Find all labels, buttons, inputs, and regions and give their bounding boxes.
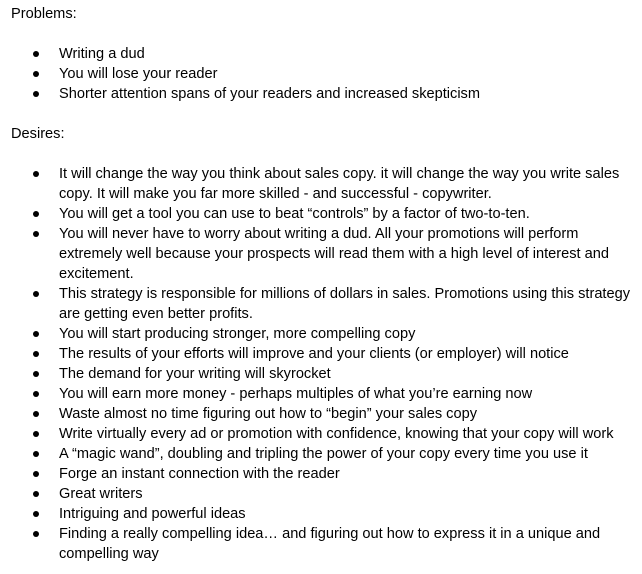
- bullet-icon: [33, 491, 39, 497]
- bullet-icon: [33, 291, 39, 297]
- bullet-icon: [33, 351, 39, 357]
- list-item-text: You will get a tool you can use to beat “controls” by a factor of two-to-ten.: [59, 206, 530, 222]
- bullet-icon: [33, 71, 39, 77]
- list-item: [0, 464, 642, 484]
- list-item-text: It will change the way you think about sales copy. it will change the way you write sales copy. It will make you far more skilled - and successful - copywriter.: [59, 166, 620, 202]
- bullet-icon: [33, 431, 39, 437]
- list-item-text: A “magic wand”, doubling and tripling the power of your copy every time you use it: [59, 446, 588, 462]
- problems-heading: Problems:: [11, 6, 77, 22]
- bullet-icon: [33, 511, 39, 517]
- list-item-text: The results of your efforts will improve and your clients (or employer) will notice: [59, 346, 569, 362]
- list-item: [0, 484, 642, 504]
- list-item: [0, 64, 642, 84]
- bullet-icon: [33, 91, 39, 97]
- bullet-icon: [33, 371, 39, 377]
- list-item-text: Intriguing and powerful ideas: [59, 506, 246, 522]
- bullet-icon: [33, 211, 39, 217]
- desires-heading: Desires:: [11, 126, 65, 142]
- list-item-text: You will start producing stronger, more compelling copy: [59, 326, 416, 342]
- list-item: [0, 404, 642, 424]
- list-item: [0, 504, 642, 524]
- list-item-text: You will earn more money - perhaps multiples of what you’re earning now: [59, 386, 533, 402]
- list-item: [0, 224, 642, 284]
- list-item: [0, 344, 642, 364]
- bullet-icon: [33, 231, 39, 237]
- list-item: [0, 384, 642, 404]
- bullet-icon: [33, 171, 39, 177]
- list-item: [0, 204, 642, 224]
- bullet-icon: [33, 51, 39, 57]
- list-item-text: You will never have to worry about writing a dud. All your promotions will perform extremely well because your prospects will read them with a high level of interest and excitement.: [59, 226, 609, 282]
- list-item-text: Shorter attention spans of your readers and increased skepticism: [59, 86, 481, 102]
- bullet-icon: [33, 531, 39, 537]
- desires-list: [0, 164, 642, 564]
- list-item-text: The demand for your writing will skyrocket: [59, 366, 331, 382]
- list-item-text: Forge an instant connection with the reader: [59, 466, 340, 482]
- list-item-text: Great writers: [59, 486, 143, 502]
- list-item: [0, 524, 642, 564]
- bullet-icon: [33, 331, 39, 337]
- bullet-icon: [33, 411, 39, 417]
- list-item-text: Finding a really compelling idea… and figuring out how to express it in a unique and compelling way: [59, 526, 601, 562]
- bullet-icon: [33, 451, 39, 457]
- list-item: [0, 44, 642, 64]
- list-item: [0, 284, 642, 324]
- list-item: [0, 364, 642, 384]
- list-item: [0, 164, 642, 204]
- list-item-text: Writing a dud: [59, 46, 145, 62]
- list-item-text: Waste almost no time figuring out how to “begin” your sales copy: [59, 406, 478, 422]
- list-item: [0, 324, 642, 344]
- problems-list: [0, 44, 642, 104]
- list-item-text: You will lose your reader: [59, 66, 218, 82]
- bullet-icon: [33, 391, 39, 397]
- list-item-text: This strategy is responsible for millions of dollars in sales. Promotions using this strategy are getting even better profits.: [59, 286, 631, 322]
- list-item: [0, 424, 642, 444]
- bullet-icon: [33, 471, 39, 477]
- list-item: [0, 84, 642, 104]
- list-item: [0, 444, 642, 464]
- list-item-text: Write virtually every ad or promotion with confidence, knowing that your copy will work: [59, 426, 614, 442]
